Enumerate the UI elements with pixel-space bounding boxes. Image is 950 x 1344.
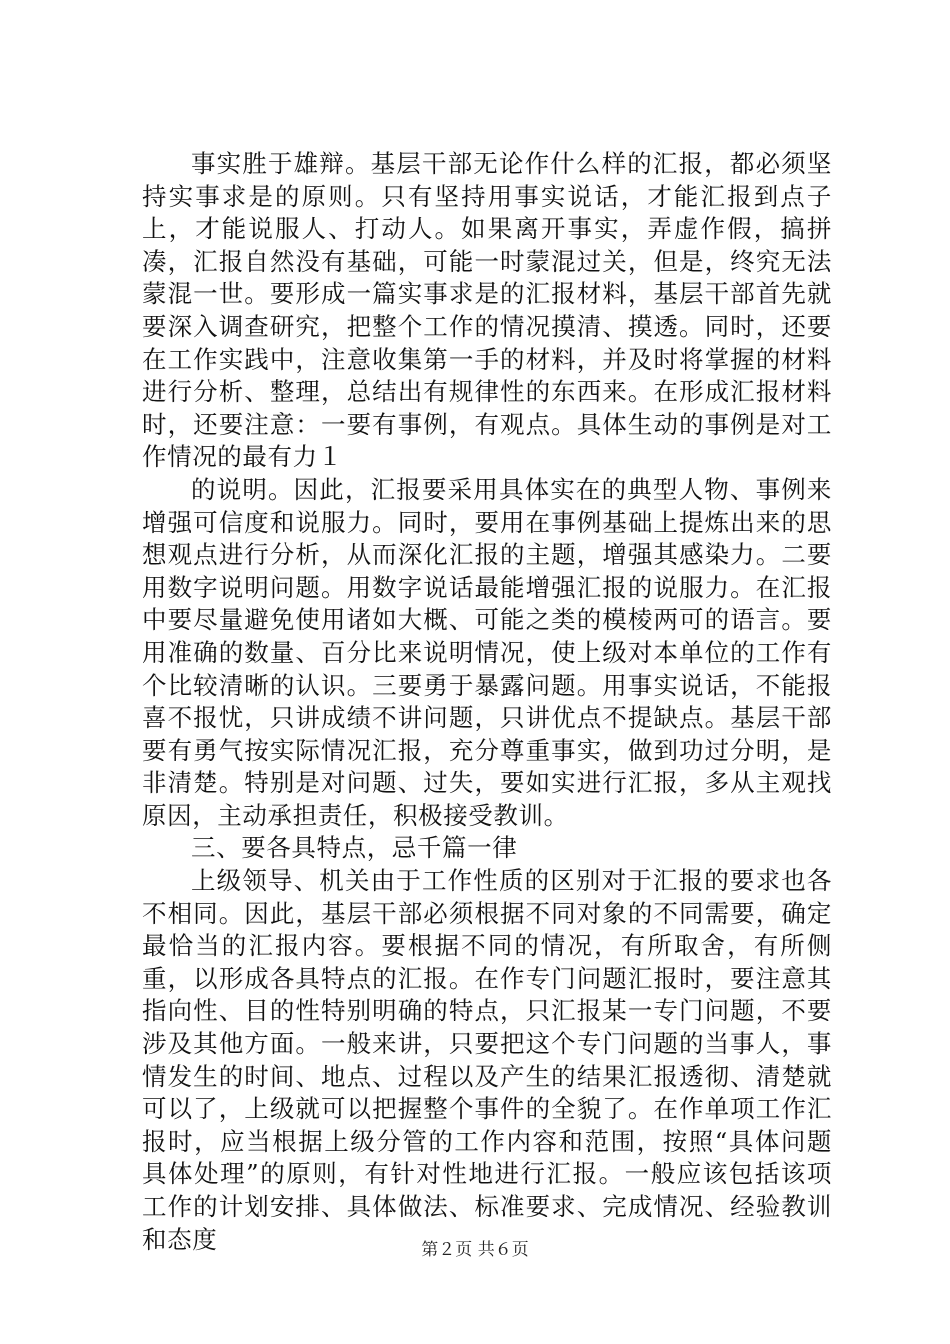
- body-paragraph-1: 事实胜于雄辩。基层干部无论作什么样的汇报，都必须坚持实事求是的原则。只有坚持用事实说话，才能汇报到点子上，才能说服人、打动人。如果离开事实，弄虚作假，搞拼凑，汇报自然没有基础，可能一时蒙混过关，但是，终究无法蒙混一世。要形成一篇实事求是的汇报材料，基层干部首先就要深入调查研究，把整个工作的情况摸清、摸透。同时，还要在工作实践中，注意收集第一手的材料，并及时将掌握的材料进行分析、整理，总结出有规律性的东西来。在形成汇报材料时，还要注意：一要有事例，有观点。具体生动的事例是对工作情况的最有力１: [142, 149, 832, 472]
- document-body: [142, 148, 832, 1256]
- page-footer: 第２页 共６页: [421, 1240, 529, 1260]
- section-heading: 三、要各具特点，忌千篇一律: [191, 833, 518, 863]
- body-paragraph-2: 的说明。因此，汇报要采用具体实在的典型人物、事例来增强可信度和说服力。同时，要用在事例基础上提炼出来的思想观点进行分析，从而深化汇报的主题，增强其感染力。二要用数字说明问题。用数字说话最能增强汇报的说服力。在汇报中要尽量避免使用诸如大概、可能之类的模棱两可的语言。要用准确的数量、百分比来说明情况，使上级对本单位的工作有个比较清晰的认识。三要勇于暴露问题。用事实说话，不能报喜不报忧，只讲成绩不讲问题，只讲优点不提缺点。基层干部要有勇气按实际情况汇报，充分尊重事实，做到功过分明，是非清楚。特别是对问题、过失，要如实进行汇报，多从主观找原因，主动承担责任，积极接受教训。: [142, 474, 832, 830]
- body-paragraph-3: 上级领导、机关由于工作性质的区别对于汇报的要求也各不相同。因此，基层干部必须根据不同对象的不同需要，确定最恰当的汇报内容。要根据不同的情况，有所取舍，有所侧重，以形成各具特点的汇报。在作专门问题汇报时，要注意其指向性、目的性特别明确的特点，只汇报某一专门问题，不要涉及其他方面。一般来讲，只要把这个专门问题的当事人，事情发生的时间、地点、过程以及产生的结果汇报透彻、清楚就可以了，上级就可以把握整个事件的全貌了。在作单项工作汇报时，应当根据上级分管的工作内容和范围，按照“具体问题具体处理”的原则，有针对性地进行汇报。一般应该包括该项工作的计划安排、具体做法、标准要求、完成情况、经验教训和态度: [142, 866, 832, 1254]
